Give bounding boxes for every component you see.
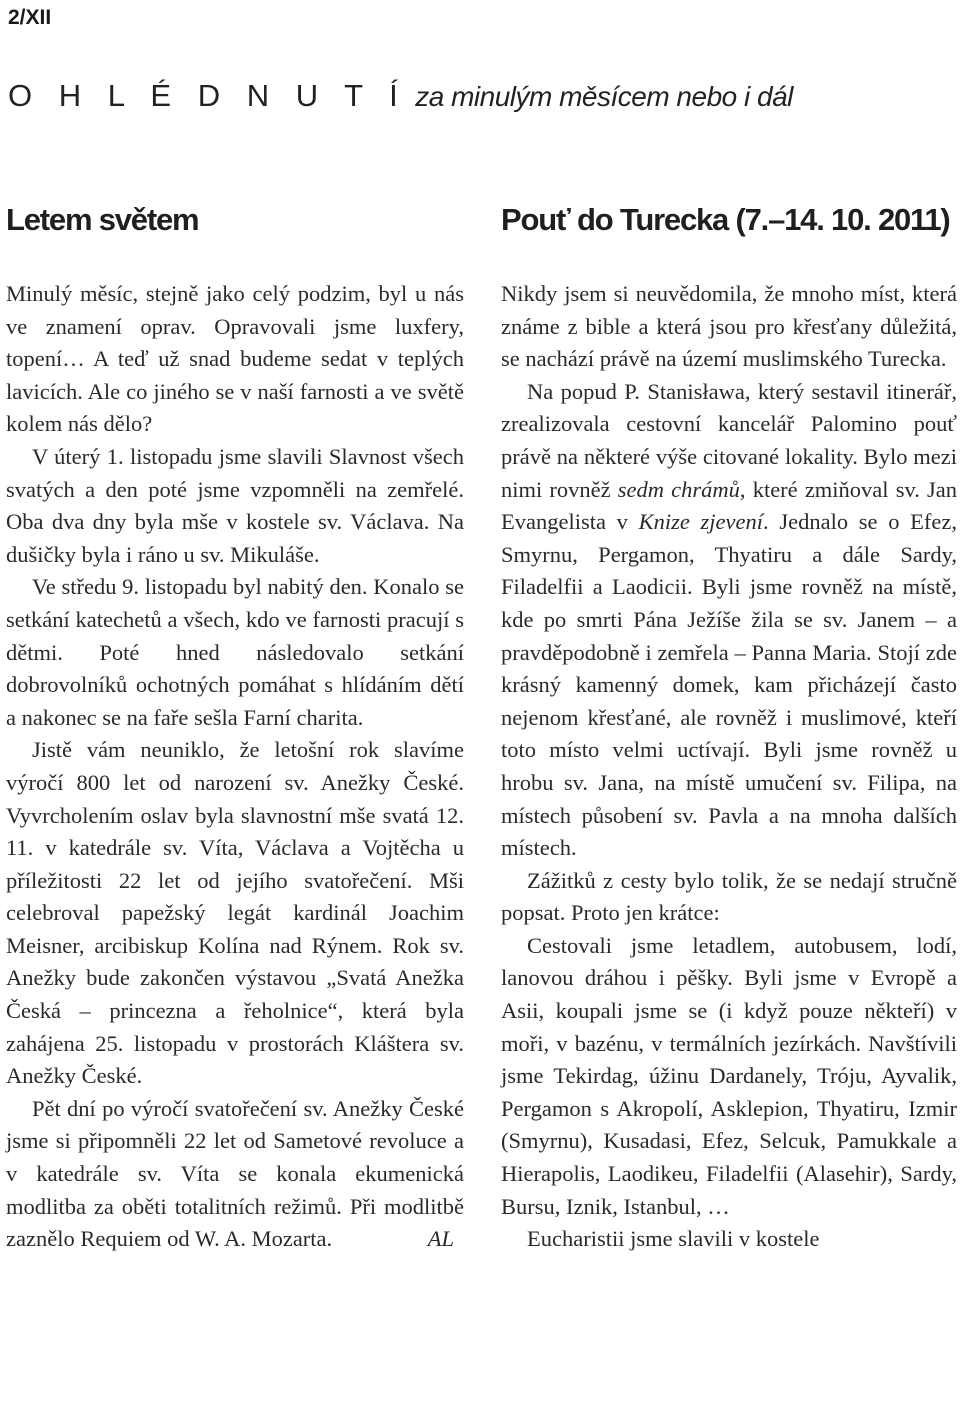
section-title: O H L É D N U T Í xyxy=(8,78,407,113)
paragraph: Ve středu 9. listopadu byl nabitý den. Konalo se setkání katechetů a všech, kdo ve farnosti pracují s dětmi. Poté hned následovalo setkání dobrovolníků ochotných pomáhat s hlídáním dětí a nakonec se na faře sešla Farní charita. xyxy=(6,574,464,730)
left-article-body xyxy=(6,278,464,1256)
section-header xyxy=(8,78,793,114)
italic-text: Knize zjevení xyxy=(638,509,764,535)
paragraph xyxy=(501,376,957,865)
paragraph: Minulý měsíc, stejně jako celý podzim, byl u nás ve znamení oprav. Opravovali jsme luxfery, topení… A teď už snad budeme sedat v teplých lavicích. Ale co jiného se v naší farnosti a ve světě kolem nás dělo? xyxy=(6,281,464,437)
page-number: 2/XII xyxy=(8,6,52,29)
italic-text: sedm chrámů xyxy=(617,476,740,502)
section-subtitle: za minulým měsícem nebo i dál xyxy=(415,81,793,112)
paragraph: Cestovali jsme letadlem, autobusem, lodí, lanovou dráhou i pěšky. Byli jsme v Evropě a Asii, koupali jsme se (i když pouze někteří) v moři, v bazénu, v termálních jezírkách. Navštívili jsme Tekirdag, úžinu Dardanely, Tróju, Ayvalik, Pergamon s Akropolí, Asklepion, Thyatiru, Izmir (Smyrnu), Kusadasi, Efez, Selcuk, Pamukkale a Hierapolis, Laodikeu, Filadelfii (Alasehir), Sardy, Bursu, Iznik, Istanbul, … xyxy=(501,932,957,1219)
right-article-body xyxy=(501,278,957,1256)
left-article-title: Letem světem xyxy=(6,202,199,237)
paragraph-last xyxy=(6,1093,464,1256)
text-run: . Jednalo se o Efez, Smyrnu, Pergamon, Thyatiru a dále Sardy, Filadelfii a Laodicii. Byli jsme rovněž na místě, kde po smrti Pána Ježíše žila se sv. Janem – a pravděpodobně i zemřela – Panna Maria. Stojí zde krásný kamenný domek, kam přicházejí často nejenom křesťané, ale rovněž i muslimové, kteří toto místo velmi uctívají. Byli jsme rovněž u hrobu sv. Jana, na místě umučení sv. Filipa, na místech působení sv. Pavla a na mnoha dalších místech. xyxy=(501,509,957,861)
author-signature: AL xyxy=(427,1226,454,1252)
paragraph-text: Pět dní po výročí svatořečení sv. Anežky České jsme si připomněli 22 let od Sametové revoluce a v katedrále sv. Víta se konala ekumenická modlitba za oběti totalitních režimů. Při modlitbě zaznělo Requiem od W. A. Mozarta. xyxy=(6,1095,464,1252)
text-run: , které zmiňoval sv. Jan Evangelista v xyxy=(501,476,958,535)
text-run: Na popud P. Stanisława, který sestavil itinerář, zrealizovala cestovní kancelář Palomino pouť právě na některé výše citované lokality. Bylo mezi nimi rovněž xyxy=(501,378,957,502)
paragraph: Eucharistii jsme slavili v kostele xyxy=(527,1226,820,1252)
right-article-title: Pouť do Turecka (7.–14. 10. 2011) xyxy=(501,202,950,237)
paragraph: Jistě vám neuniklo, že letošní rok slavíme výročí 800 let od narození sv. Anežky České. Vyvrcholením oslav byla slavnostní mše svatá 12. 11. v katedrále sv. Víta, Václava a Vojtěcha u příležitosti 22 let od jejího svatořečení. Mši celebroval papežský legát kardinál Joachim Meisner, arcibiskup Kolína nad Rýnem. Rok sv. Anežky bude zakončen výstavou „Svatá Anežka Česká – princezna a řeholnice“, která byla zahájena 25. listopadu v prostorách Kláštera sv. Anežky České. xyxy=(6,737,464,1089)
paragraph: Nikdy jsem si neuvědomila, že mnoho míst, která známe z bible a která jsou pro křesťany důležitá, se nachází právě na území muslimského Turecka. xyxy=(501,281,957,372)
paragraph: Zážitků z cesty bylo tolik, že se nedají stručně popsat. Proto jen krátce: xyxy=(501,867,957,926)
paragraph: V úterý 1. listopadu jsme slavili Slavnost všech svatých a den poté jsme vzpomněli na zemřelé. Oba dva dny byla mše v kostele sv. Václava. Na dušičky byla i ráno u sv. Mikuláše. xyxy=(6,443,464,567)
